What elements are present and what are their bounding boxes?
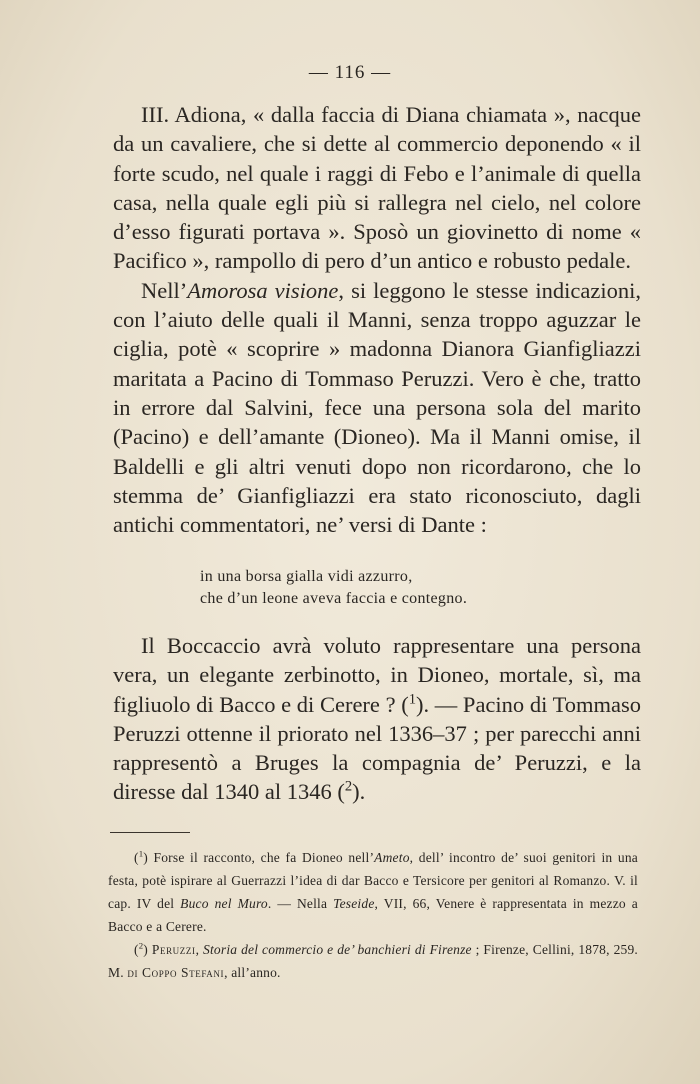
- work-title: Ameto: [374, 850, 410, 865]
- work-title: Amorosa visione: [187, 277, 339, 303]
- author-name: Peruzzi: [151, 942, 196, 957]
- footnote-divider: [110, 832, 190, 833]
- text-run: di: [127, 965, 139, 980]
- paragraph-boccaccio: [113, 631, 641, 807]
- work-title: Buco nel Muro: [180, 896, 268, 911]
- work-title: Storia del commercio e de’ banchieri di Firenze: [203, 942, 472, 957]
- paragraph-amorosa-visione: [113, 276, 641, 540]
- text-run: ,: [195, 942, 204, 957]
- footnote-ref: 2: [344, 778, 353, 795]
- author-name: Coppo Stefani: [138, 965, 225, 980]
- text-run: , VII, 66, Venere è rappresentata in mezzo a Bacco e a Cerere.: [108, 896, 638, 934]
- verse-line: in una borsa gialla vidi azzurro,: [200, 568, 413, 585]
- footnotes: [108, 846, 638, 984]
- text-run: , si leggono le stesse indicazioni, con l’aiuto delle quali il Manni, senza troppo aguzzar le ciglia, potè « scoprire » madonna Dianora Gianfigliazzi maritata a Pacino di Tommaso Peruzzi. Vero è che, tratto in errore dal Salvini, fece una persona sola del marito (Pacino) e dell’amante (Dioneo). Ma il Manni omise, il Baldelli e gli altri venuti dopo non ricordarono, che lo stemma de’ Gianfigliazzi era stato riconosciuto, dagli antichi commentatori, ne’ versi di Dante :: [113, 277, 641, 538]
- footnote-marker: 1: [138, 848, 144, 859]
- footnote-1: ($^1$) Forse il racconto, che fa Dioneo nell’Ameto, dell’ incontro de’ suoi genitori in una festa, potè ispirare al Guerrazzi l’idea di dar Bacco e Tersicore per genitori al Romanzo. V. il cap. IV del Buco nel Muro. — Nella Teseide, VII, 66, Venere è rappresentata in mezzo a Bacco e a Cerere.: [108, 848, 638, 934]
- footnote-ref: 1: [408, 691, 417, 708]
- text-run: ). — Pacino di Tommaso Peruzzi ottenne il priorato nel 1336–37 ; per parecchi anni rappresentò a Bruges la compagnia de’ Peruzzi, e la diresse dal 1340 al 1346 (: [113, 691, 641, 805]
- text-run: , dell’ incontro de’ suoi genitori in una festa, potè ispirare al Guerrazzi l’idea di dar Bacco e Tersicore per genitori al Romanzo. V. il cap. IV del: [108, 850, 638, 911]
- main-text-upper: [113, 100, 641, 539]
- footnote-marker: 2: [138, 940, 144, 951]
- paragraph-adiona: III. Adiona, « dalla faccia di Diana chiamata », nacque da un cavaliere, che si dette al commercio deponendo « il forte scudo, nel quale i raggi di Febo e l’animale di quella casa, nella quale egli più si rallegra nel cielo, nel colore d’esso figurati portava ». Sposò un giovinetto di nome « Pacifico », rampollo di pero d’un antico e robusto pedale.: [113, 102, 641, 274]
- text-run: . — Nella: [267, 896, 334, 911]
- main-text-lower: [113, 631, 641, 807]
- text-run: ).: [352, 779, 366, 805]
- text-run: Forse il racconto, che fa Dioneo nell’: [148, 850, 375, 865]
- verse-line: che d’un leone aveva faccia e contegno.: [200, 590, 468, 607]
- text-run: Il Boccaccio avrà voluto rappresentare una persona vera, un elegante zerbinotto, in Dioneo, mortale, sì, ma figliuolo di Bacco e di Cerere ? (: [113, 633, 641, 717]
- work-title: Teseide: [333, 896, 375, 911]
- footnote-2: ($^2$) Peruzzi, Storia del commercio e de’ banchieri di Firenze ; Firenze, Cellini, 1878, 259. M. di Coppo Stefani, all’anno.: [108, 940, 638, 980]
- text-run: ; Firenze, Cellini, 1878, 259. M.: [108, 942, 638, 980]
- page-number: — 116 —: [308, 62, 392, 83]
- text-run: , all’anno.: [224, 965, 281, 980]
- text-run: Nell’: [141, 277, 188, 303]
- dante-quotation: [200, 566, 580, 610]
